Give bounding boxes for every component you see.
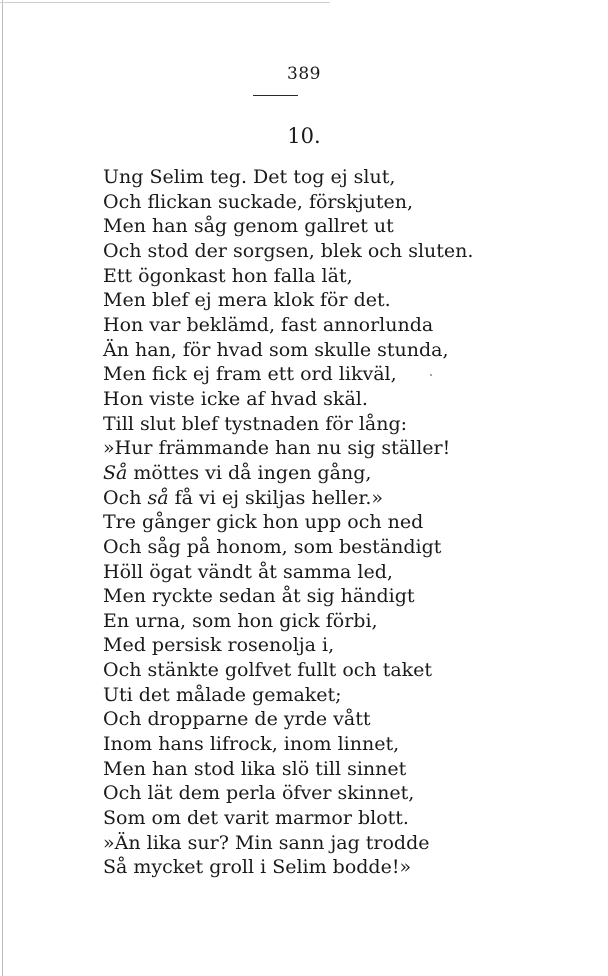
poem-line: Hon var beklämd, fast annorlunda (103, 313, 434, 336)
poem-line: Som om det varit marmor blott. (103, 807, 409, 830)
poem-line: Och såg på honom, som beständigt (103, 535, 442, 558)
paper-speck (430, 374, 432, 376)
poem-line: Men han såg genom gallret ut (103, 215, 394, 238)
section-number: 10. (287, 124, 321, 148)
poem-line: Inom hans lifrock, inom linnet, (103, 733, 400, 756)
poem-line: Till slut blef tystnaden för lång: (103, 412, 408, 435)
poem-line: Men ryckte sedan åt sig händigt (103, 585, 415, 608)
poem-line: Med persisk rosenolja i, (103, 634, 335, 657)
poem-line: »Hur främmande han nu sig ställer! (103, 437, 451, 460)
poem-line: »Än lika sur? Min sann jag trodde (103, 831, 430, 854)
poem-line: Så mycket groll i Selim bodde!» (103, 856, 412, 879)
poem-line: Och lät dem perla öfver skinnet, (103, 782, 415, 805)
poem-line: Och stänkte golfvet fullt och taket (103, 659, 433, 682)
poem-line (103, 461, 473, 486)
poem-line: Ett ögonkast hon falla lät, (103, 264, 353, 287)
line-text: få vi ej skiljas heller.» (168, 486, 384, 509)
italic-word: så (147, 486, 169, 509)
poem-line: Men blef ej mera klok för det. (103, 289, 391, 312)
poem (103, 165, 473, 880)
poem-line (103, 486, 473, 511)
poem-line: Höll ögat vändt åt samma led, (103, 560, 393, 583)
poem-line: Tre gånger gick hon upp och ned (103, 511, 424, 534)
poem-line: En urna, som hon gick förbi, (103, 609, 378, 632)
poem-line: Och flickan suckade, förskjuten, (103, 190, 414, 213)
poem-line: Och stod der sorgsen, blek och sluten. (103, 239, 474, 262)
page-number: 389 (287, 64, 321, 84)
page-number-rule (253, 95, 298, 96)
poem-line: Uti det målade gemaket; (103, 683, 342, 706)
poem-line: Ung Selim teg. Det tog ej slut, (103, 166, 396, 188)
poem-line: Och dropparne de yrde vått (103, 708, 371, 731)
poem-line: Än han, för hvad som skulle stunda, (103, 338, 449, 361)
page-edge-top (0, 2, 330, 3)
poem-line: Men han stod lika slö till sinnet (103, 757, 407, 780)
poem-line: Men fick ej fram ett ord likväl, (103, 363, 397, 386)
line-text: möttes vi då ingen gång, (127, 461, 372, 484)
poem-line: Hon viste icke af hvad skäl. (103, 387, 368, 410)
italic-word: Så (103, 461, 128, 484)
line-text: Och (103, 486, 148, 509)
